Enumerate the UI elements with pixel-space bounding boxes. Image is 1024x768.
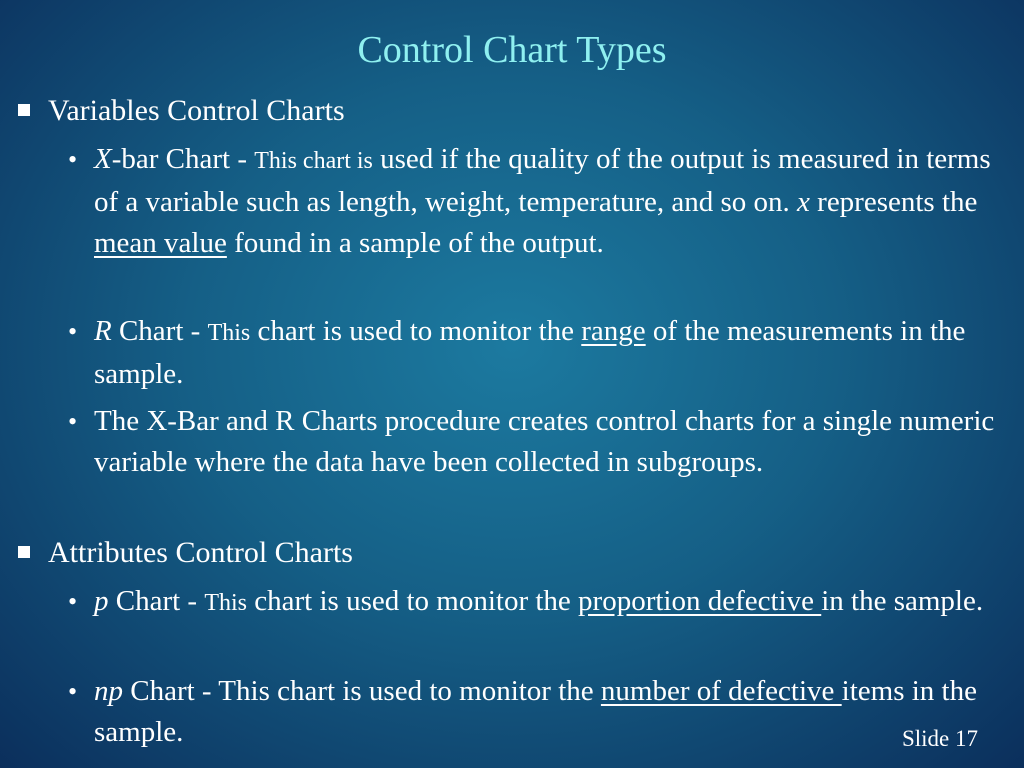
dot-bullet-icon: •: [68, 145, 78, 174]
slide-number: Slide 17: [901, 726, 978, 751]
square-bullet-icon: [18, 104, 30, 116]
list-item-p-chart: • p Chart - This chart is used to monitor the proportion defective in the sample.: [68, 581, 1013, 624]
dot-bullet-icon: •: [68, 587, 78, 616]
section-heading-variables: Variables Control Charts: [18, 90, 345, 131]
list-item-r-chart: • R Chart - This chart is used to monitor the range of the measurements in the sample.: [68, 311, 1013, 395]
list-item-xbar-chart: • X-bar Chart - This chart is used if the quality of the output is measured in terms of a variable such as length, weight, temperature, and so on. x represents the mean value found in a sample of the output.: [68, 139, 1013, 264]
square-bullet-icon: [18, 546, 30, 558]
dot-bullet-icon: •: [68, 677, 78, 706]
slide-title: Control Chart Types: [357, 29, 667, 71]
list-item-xbar-r-procedure: • The X-Bar and R Charts procedure creates control charts for a single numeric variable where the data have been collected in subgroups.: [68, 401, 1013, 483]
dot-bullet-icon: •: [68, 407, 78, 436]
section-heading-attributes: Attributes Control Charts: [18, 532, 353, 573]
list-item-np-chart: • np Chart - This chart is used to monitor the number of defective items in the sample.: [68, 671, 1013, 753]
dot-bullet-icon: •: [68, 317, 78, 346]
